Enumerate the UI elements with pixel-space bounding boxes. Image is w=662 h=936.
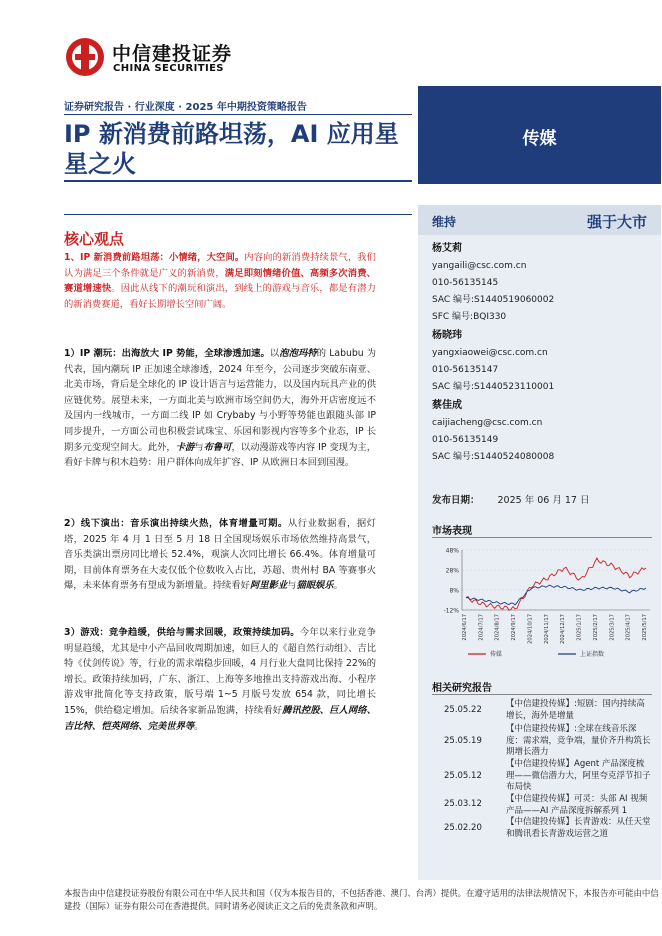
brand-name-cn: 中信建投证券: [112, 43, 233, 65]
analyst-phone: 010-56135147: [432, 365, 499, 375]
rating-value: 强于大市: [586, 213, 647, 231]
text-run: 从行业数据看，据灯塔，2025 年 4 月 1 日至 5 月 18 日全国现场娱乐市场依然维持高景气，音乐类演出票房同比增长 52.4%，观演人次同比增长 66.4%。体育增量可期，目前体育票务在大麦仅低个位数收入占比，苏超、贵州村 BA 等赛事火爆，未来体育票务有望成为新增量。持续看好: [64, 518, 376, 592]
analyst-sac: SAC 编号:S1440523110001: [432, 382, 555, 392]
x-tick-label: 2025/4/17: [625, 614, 632, 641]
core-point-live-shows: [64, 516, 376, 594]
brand-logo: [64, 36, 264, 80]
x-tick-label: 2024/12/17: [560, 614, 567, 644]
publish-date-value: 2025 年 06 月 17 日: [497, 495, 590, 506]
analyst-email[interactable]: yangxiaowei@csc.com.cn: [432, 348, 548, 358]
x-tick-label: 2025/3/17: [609, 614, 616, 641]
text-run: 与: [287, 580, 297, 592]
report-type: 证券研究报告 · 行业深度 · 2025 年中期投资策略报告: [64, 102, 307, 113]
y-tick-label: 48%: [445, 547, 459, 555]
header-rule: [64, 114, 412, 115]
sector-banner: [418, 86, 661, 184]
publish-date-label: 发布日期：: [432, 495, 480, 506]
title-rule: [64, 180, 412, 182]
text-run: 1）IP 潮玩：出海放大 IP 势能，全球渗透加速。: [64, 348, 270, 359]
text-run: 1、IP 新消费前路坦荡：小情绪，大空间。: [64, 252, 245, 263]
text-run: 的 Labubu 为代表，国内潮玩 IP 正加速全球渗透，2024 年至今，公司逐步突破东南亚、北美市场，背后是全球化的 IP 设计语言与运营能力，以及国内玩具产业的供应链优势。展望未来，一方面北美与欧洲市场空间仍大，海外开店密度远不及国内一线城市，一方面二线 IP 如 Crybaby 与小野等势能也跟随头部 IP 同步提升，一方面公司也积极尝试珠宝、乐园和影视内容等多个业态，IP 长期多元变现空间大。此外，: [64, 348, 376, 453]
related-report-title[interactable]: 【中信建投传媒】Agent 产品深度梳理——微信潜力大，阿里夸克浮节扣子布局快: [506, 759, 651, 792]
related-report-title[interactable]: 【中信建投传媒】长青游戏：从任天堂和腾讯看长青游戏运营之道: [506, 817, 651, 839]
x-tick-label: 2025/5/17: [642, 614, 648, 641]
analyst-name: 杨晓玮: [432, 330, 462, 341]
analyst-name: 蔡佳成: [432, 400, 462, 411]
x-tick-label: 2025/2/17: [592, 614, 599, 641]
y-tick-label: 8%: [449, 587, 459, 595]
text-run: 阿里影业: [249, 580, 288, 592]
x-tick-label: 2024/6/17: [462, 614, 468, 641]
core-point-ip-toys: [64, 346, 376, 471]
text-run: 3）游戏：竞争趋缓，供给与需求回暖，政策持续加码。: [64, 627, 300, 638]
text-run: 2）线下演出：音乐演出持续火热，体育增量可期。: [64, 518, 288, 529]
related-report-title[interactable]: 【中信建投传媒】:全球在线音乐深度：需求端，竞争端，量价齐升构筑长期增长潜力: [506, 724, 651, 757]
related-report-title[interactable]: 【中信建投传媒】:短剧：国内持续高增长，海外是增量: [506, 699, 645, 721]
related-report-date: 25.05.22: [444, 705, 482, 715]
text-run: 猫眼娱乐: [296, 580, 334, 592]
text-run: 今年以来行业竞争明显趋缓，尤其是中小产品回收周期加速，如巨人的《超自然行动组》、吉比特《仗剑传说》等，行业的需求端稳步回暖，4 月行业大盘同比保持 22%的增长。政策持续加码，广东、浙江、上海等多地推出支持游戏出海、小程序游戏审批简化等支持政策，版号端 1~5 月版号发放 654 款，同比增长 15%，供给稳定增加。后续各家新品饱满，持续看好: [64, 627, 376, 716]
sector-name: 传媒: [522, 129, 557, 149]
analyst-sfc: SFC 编号:BQI330: [432, 312, 507, 322]
rating-row: [418, 205, 661, 235]
core-point-1: [64, 250, 376, 312]
text-run: 。: [333, 580, 343, 592]
related-report-date: 25.02.20: [444, 823, 482, 833]
related-report-date: 25.03.12: [444, 799, 482, 809]
analyst-email[interactable]: yangaili@csc.com.cn: [432, 261, 527, 271]
brand-logo-icon: [64, 36, 106, 78]
y-tick-label: -12%: [443, 607, 459, 615]
x-tick-label: 2025/1/17: [576, 614, 583, 641]
text-run: ，以动漫游戏等内容 IP 变现为主，看好卡牌与积木趋势：用户群体向成年扩容、IP 从欧洲日本回到国漫。: [64, 441, 376, 469]
market-chart-title: 市场表现: [432, 526, 472, 537]
analyst-phone: 010-56135145: [432, 278, 499, 288]
text-run: 以: [269, 348, 280, 359]
text-run: 布鲁可: [203, 441, 232, 453]
related-report-date: 25.05.19: [444, 736, 482, 746]
analyst-sac: SAC 编号:S1440519060002: [432, 295, 555, 305]
legend-label: 传媒: [490, 651, 503, 658]
core-view-heading: 核心观点: [64, 230, 125, 248]
text-run: 腾讯控股、巨人网络、吉比特、恺英网络、完美世界等: [64, 704, 377, 732]
y-tick-label: 28%: [445, 567, 459, 575]
text-run: 卡游: [175, 441, 195, 453]
market-chart-rule: [432, 537, 652, 538]
text-run: 泡泡玛特: [279, 348, 317, 359]
analyst-sac: SAC 编号:S1440524080008: [432, 452, 555, 462]
analyst-name: 杨艾莉: [432, 243, 462, 254]
analyst-phone: 010-56135149: [432, 435, 499, 445]
legal-disclaimer: 本报告由中信建投证券股份有限公司在中华人民共和国（仅为本报告目的，不包括香港、澳门、台湾）提供。在遵守适用的法律法规情况下，本报告亦可能由中信建投（国际）证券有限公司在香港提供。同时请务必阅读正文之后的免责条款和声明。: [64, 888, 659, 911]
text-run: 内容向的新消费持续景气，我们认为满足三个条件就是广义的新消费，: [64, 252, 376, 279]
text-run: 。因此从线下的潮玩和演出，到线上的游戏与音乐，都是有潜力的新消费赛道，看好长期增长空间广阔。: [64, 283, 376, 310]
rating-action: 维持: [432, 215, 457, 229]
core-view-rule: [64, 214, 412, 215]
related-report-date: 25.05.12: [444, 771, 482, 781]
text-run: 满足即刻情绪价值、高频多次消费、赛道增速快: [64, 267, 376, 295]
x-tick-label: 2024/9/17: [511, 614, 518, 641]
related-reports-title: 相关研究报告: [432, 683, 492, 694]
market-performance-chart: [432, 540, 654, 670]
series-line: [466, 585, 646, 605]
core-point-games: [64, 625, 376, 734]
legend-label: 上证指数: [580, 651, 605, 658]
x-tick-label: 2024/11/17: [543, 614, 550, 644]
report-title: IP 新消费前路坦荡，AI 应用星星之火: [64, 120, 399, 178]
analyst-email[interactable]: caijiacheng@csc.com.cn: [432, 418, 543, 428]
x-tick-label: 2024/10/17: [527, 614, 534, 644]
brand-name-en: CHINA SECURITIES: [113, 63, 224, 74]
related-report-title[interactable]: 【中信建投传媒】可灵：头部 AI 视频产品——AI 产品深度拆解系列 1: [506, 794, 648, 816]
text-run: 。: [194, 720, 204, 732]
x-tick-label: 2024/7/17: [478, 614, 485, 641]
publish-date: [432, 492, 589, 506]
text-run: 与: [194, 441, 204, 453]
related-reports-rule: [432, 694, 652, 695]
x-tick-label: 2024/8/17: [494, 614, 501, 641]
